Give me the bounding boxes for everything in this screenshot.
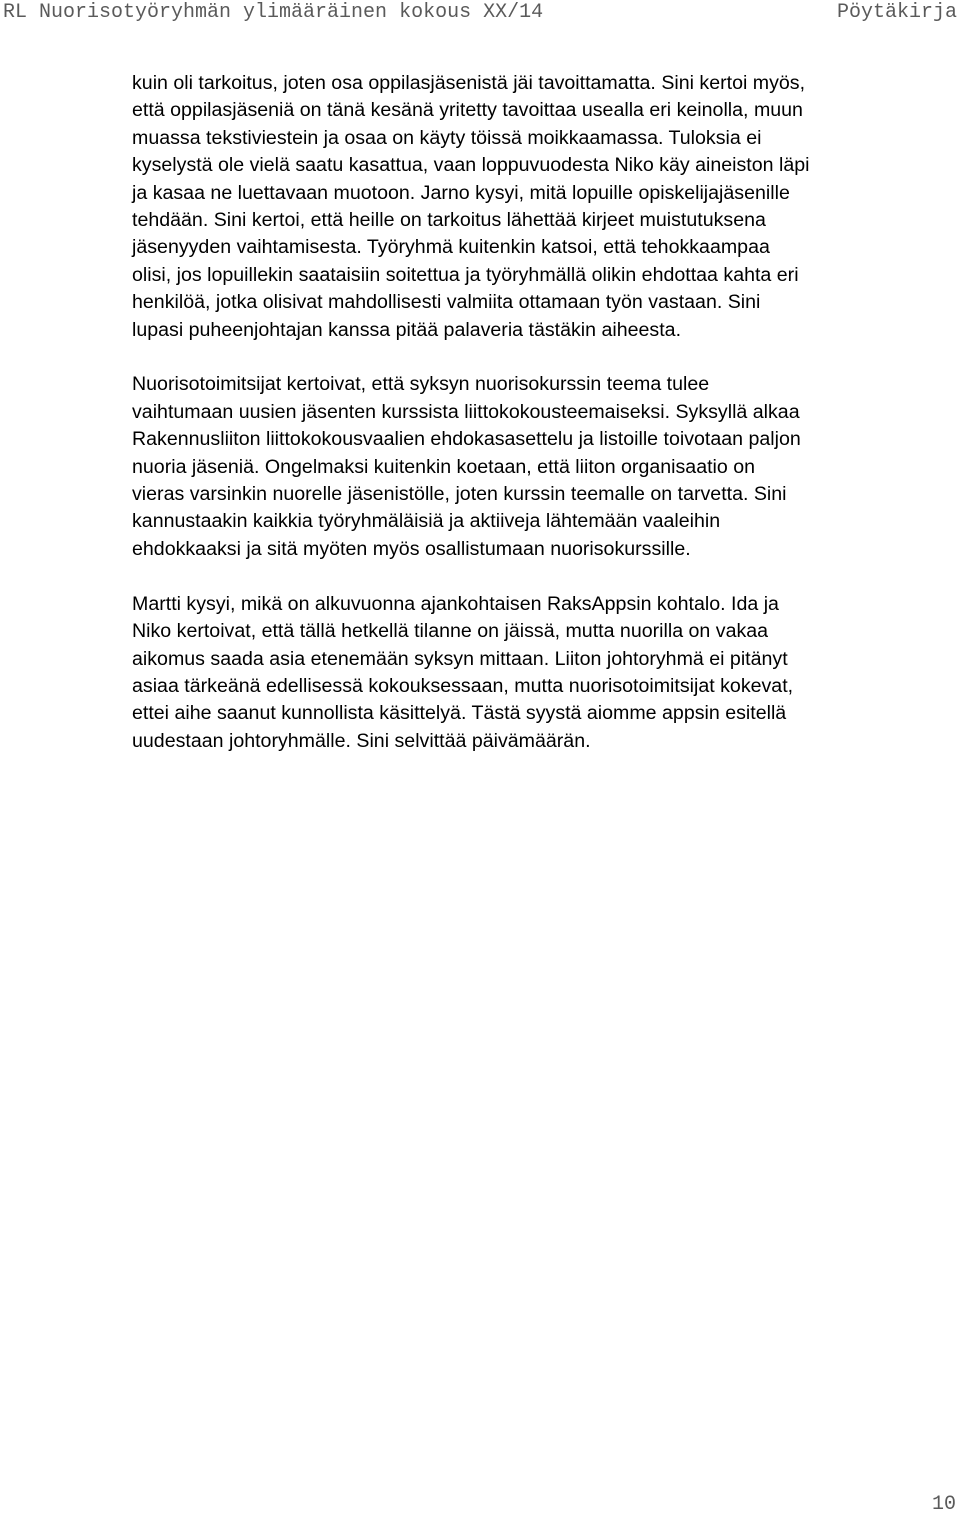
paragraph-3: Martti kysyi, mikä on alkuvuonna ajankohtaisen RaksAppsin kohtalo. Ida ja Niko kertoivat, että tällä hetkellä tilanne on jäissä, mutta nuorilla on vakaa aikomus saada asia etenemään syksyn mittaan. Liiton johtoryhmä ei pitänyt asiaa tärkeänä edellisessä kokouksessaan, mutta nuorisotoimitsijat kokevat, ettei aihe saanut kunnollista käsittelyä. Tästä syystä aiomme appsin esitellä uudestaan johtoryhmälle. Sini selvittää päivämäärän. — [132, 592, 794, 752]
paragraph-1: kuin oli tarkoitus, joten osa oppilasjäsenistä jäi tavoittamatta. Sini kertoi myös, että oppilasjäseniä on tänä kesänä yritetty tavoittaa usealla eri keinolla, muun muassa tekstiviestein ja osaa on käyty töissä moikkaamassa. Tuloksia ei kyselystä ole vielä saatu kasattua, vaan loppuvuodesta Niko käy aineiston läpi ja kasaa ne luettavaan muotoon. Jarno kysyi, mitä lopuille opiskelijajäsenille tehdään. Sini kertoi, että heille on tarkoitus lähettää kirjeet muistutuksena jäsenyyden vaihtamisesta. Työryhmä kuitenkin katsoi, että tehokkaampaa olisi, jos lopuillekin saataisiin soitettua ja työryhmällä olikin ehdottaa kahta eri henkilöä, jotka olisivat mahdollisesti valmiita ottamaan työn vastaan. Sini lupasi puheenjohtajan kanssa pitää palaveria tästäkin aiheesta. — [132, 72, 810, 341]
document-body — [132, 70, 952, 783]
page-number: 10 — [931, 1493, 956, 1516]
page-header — [0, 0, 960, 28]
paragraph-2: Nuorisotoimitsijat kertoivat, että syksyn nuorisokurssin teema tulee vaihtumaan uusien jäsenten kurssista liittokokousteemaiseksi. Syksyllä alkaa Rakennusliiton liittokokousvaalien ehdokasasettelu ja listoille toivotaan paljon nuoria jäseniä. Ongelmaksi kuitenkin koetaan, että liiton organisaatio on vieras varsinkin nuorelle jäsenistölle, joten kurssin teemalle on tarvetta. Sini kannustaakin kaikkia työryhmäläisiä ja aktiiveja lähtemään vaaleihin ehdokkaaksi ja sitä myöten myös osallistumaan nuorisokurssille. — [132, 373, 801, 560]
document-title: RL Nuorisotyöryhmän ylimääräinen kokous XX/14 — [3, 1, 544, 24]
document-type: Pöytäkirja — [836, 1, 957, 24]
